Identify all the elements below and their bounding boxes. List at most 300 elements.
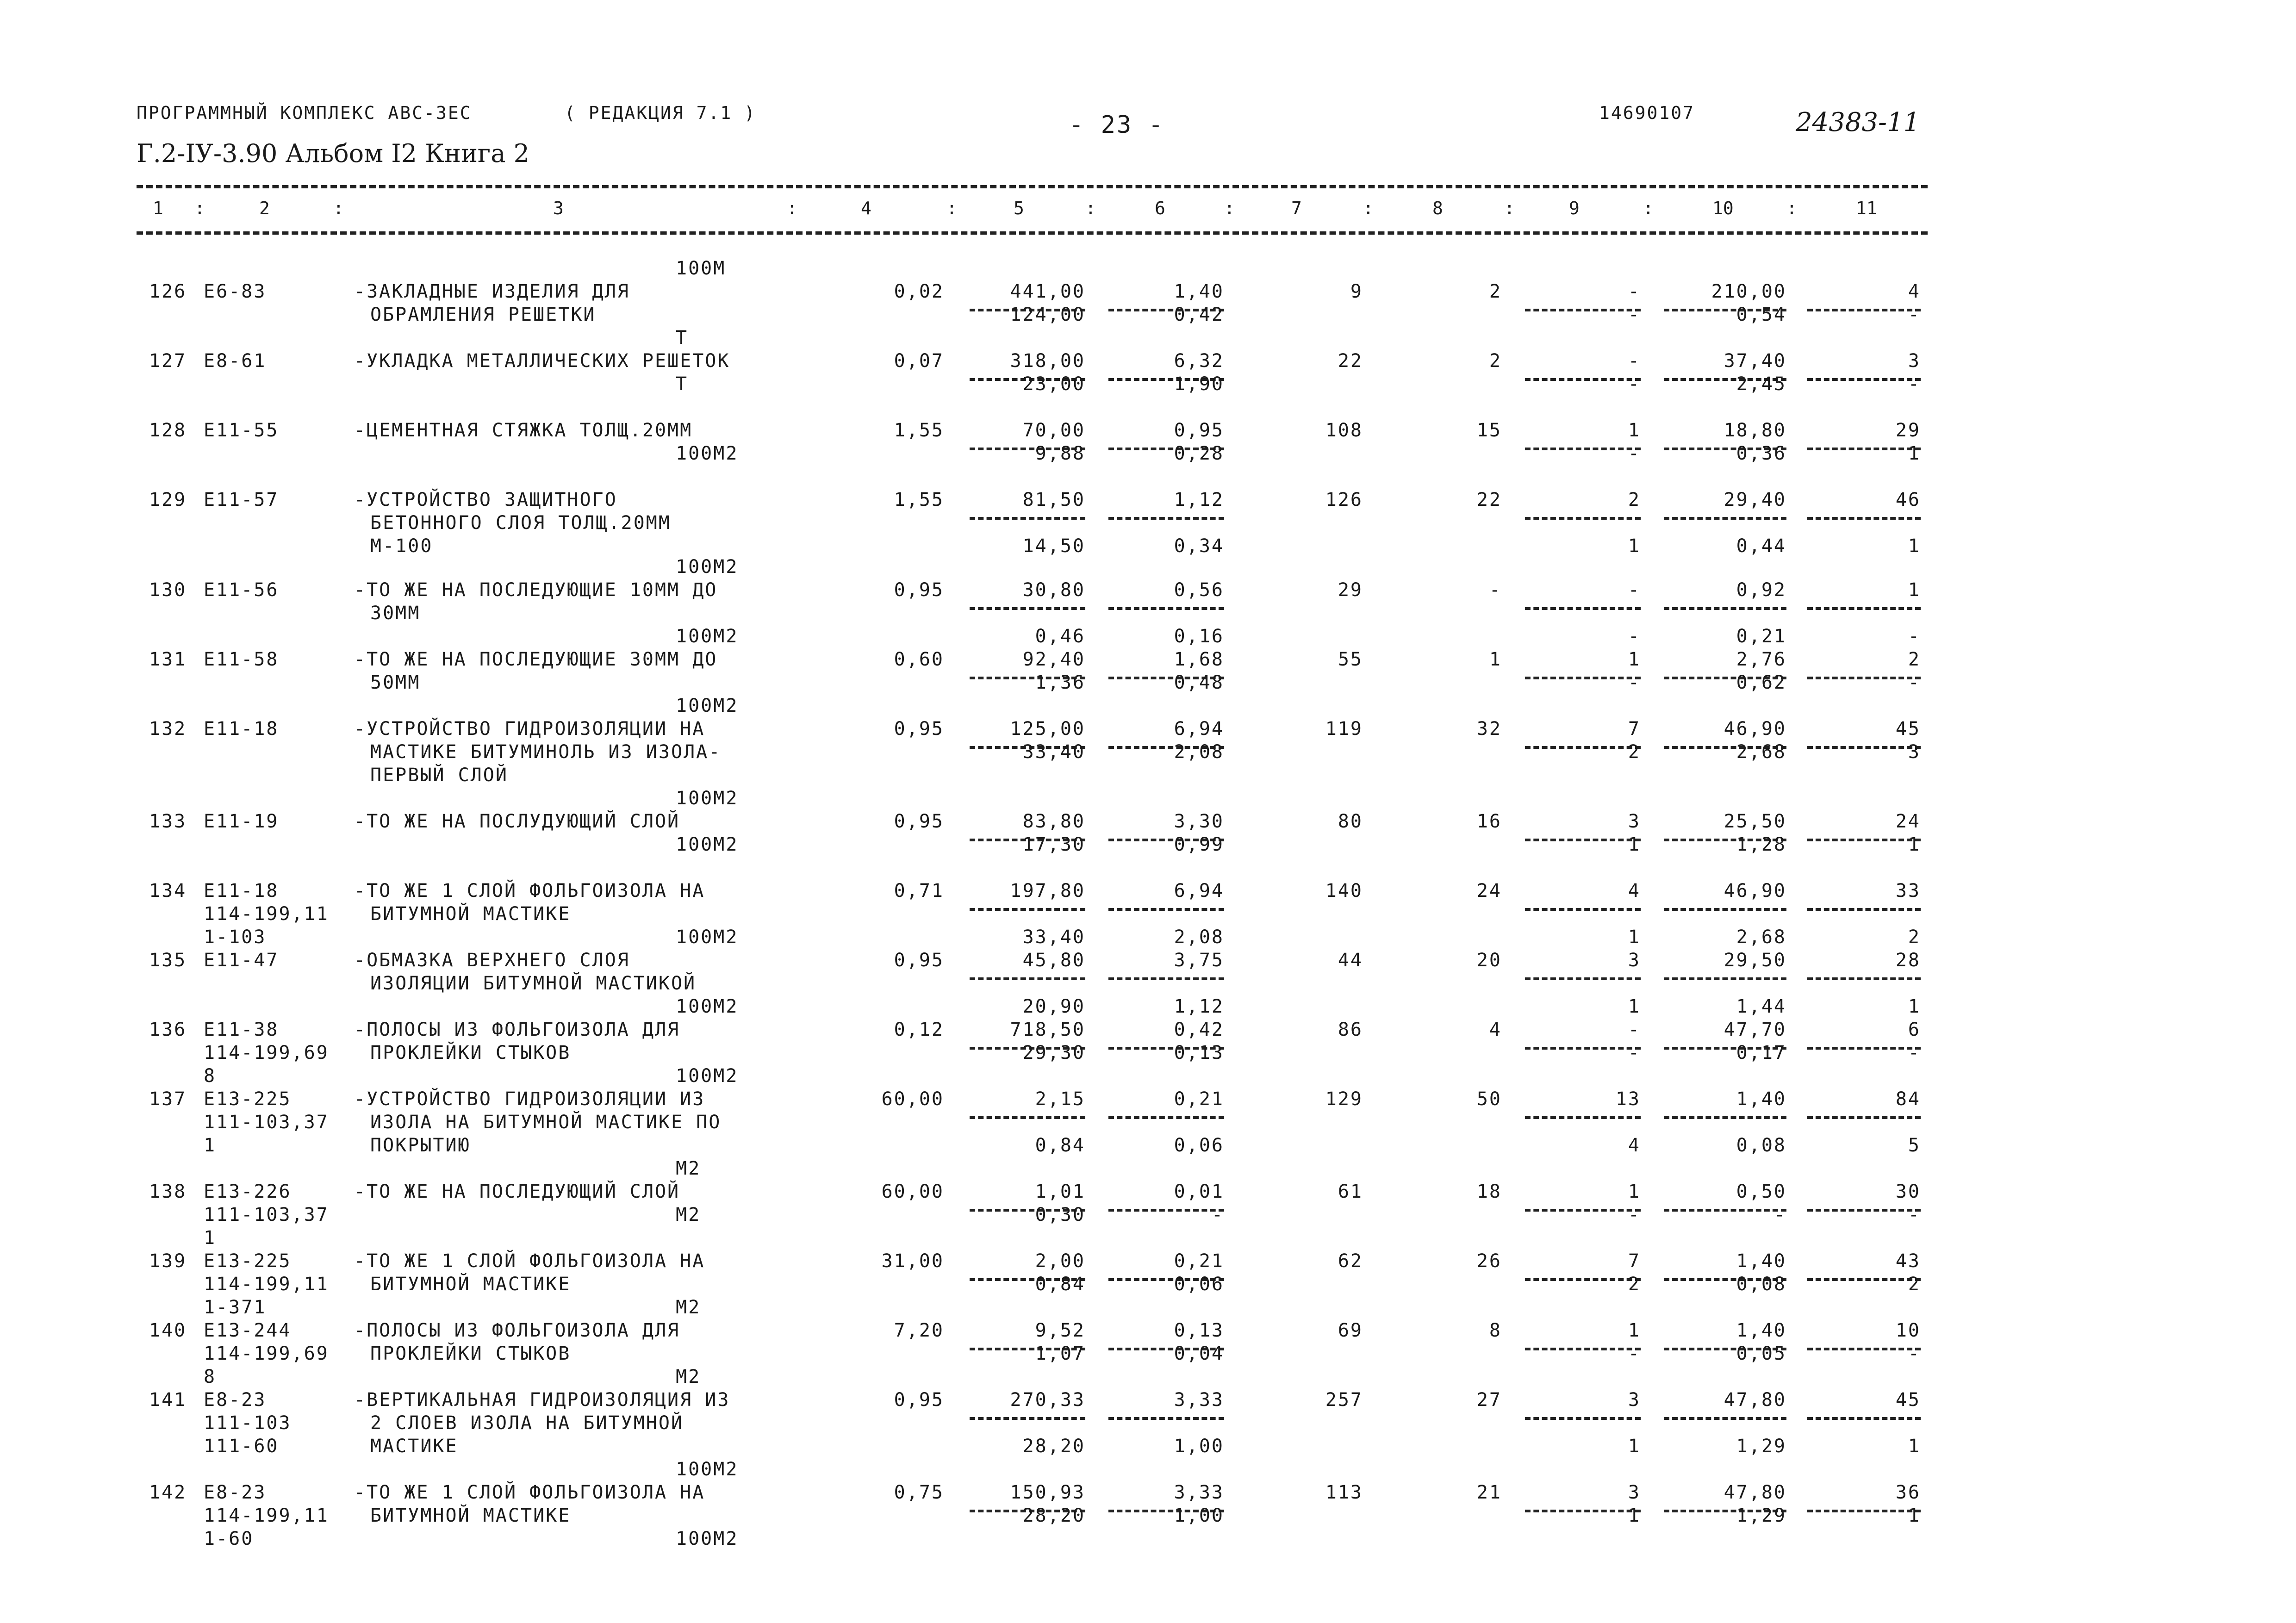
value-c9: 1 [1628, 1320, 1641, 1341]
column-header-1: 1 [153, 198, 163, 218]
row-number: 132 [149, 718, 187, 740]
norm-code: Е11-57 [204, 489, 279, 510]
value-c7: 113 [1325, 1482, 1363, 1503]
sub-value-c10: 2,45 [1736, 373, 1786, 395]
sub-value-c6: 0,04 [1174, 1343, 1224, 1364]
value-c5: 270,33 [1010, 1389, 1085, 1411]
sub-value-c6: 2,08 [1174, 741, 1224, 763]
sub-value-c6: 2,08 [1174, 927, 1224, 948]
column-header-5: 5 [1014, 198, 1024, 218]
value-c6: 6,32 [1174, 350, 1224, 372]
sub-value-c11: - [1908, 1204, 1921, 1225]
subtotal-rule [1525, 1417, 1641, 1420]
subtotal-rule [970, 607, 1085, 610]
value-c11: 1 [1908, 579, 1921, 601]
value-c7: 44 [1338, 950, 1363, 971]
value-c6: 0,42 [1174, 1019, 1224, 1040]
sub-value-c5: 33,40 [1022, 741, 1085, 763]
value-c4: 0,07 [894, 350, 944, 372]
value-c7: 140 [1325, 880, 1363, 902]
work-description: ОБРАМЛЕНИЯ РЕШЕТКИ [370, 304, 596, 325]
sub-value-c11: 3 [1908, 741, 1921, 763]
value-c7: 22 [1338, 350, 1363, 372]
value-c4: 1,55 [894, 420, 944, 441]
work-description: -ПОЛОСЫ ИЗ ФОЛЬГОИЗОЛА ДЛЯ [354, 1320, 680, 1341]
sub-value-c5: 0,46 [1035, 626, 1085, 647]
value-c9: - [1628, 579, 1641, 601]
column-separator: : [1224, 198, 1235, 218]
value-c8: 21 [1476, 1482, 1502, 1503]
norm-code: Е11-56 [204, 579, 279, 601]
sub-value-c5: 0,84 [1035, 1135, 1085, 1156]
value-c5: 92,40 [1022, 649, 1085, 670]
work-description: -ОБМАЗКА ВЕРХНЕГО СЛОЯ [354, 950, 630, 971]
work-description: 100М2 [676, 996, 739, 1017]
value-c6: 3,33 [1174, 1482, 1224, 1503]
sub-value-c9: - [1628, 1343, 1641, 1364]
work-description: -ТО ЖЕ НА ПОСЛУДУЮЩИЙ СЛОЙ [354, 811, 680, 832]
column-separator: : [1363, 198, 1374, 218]
column-header-8: 8 [1432, 198, 1443, 218]
work-description: ИЗОЛА НА БИТУМНОЙ МАСТИКЕ ПО [370, 1112, 722, 1133]
value-c9: 3 [1628, 1482, 1641, 1503]
work-description: -УСТРОЙСТВО ЗАЩИТНОГО [354, 489, 617, 510]
subtotal-rule [970, 1417, 1085, 1420]
sub-value-c10: 0,62 [1736, 672, 1786, 693]
sub-value-c9: 1 [1628, 927, 1641, 948]
value-c8: 2 [1489, 350, 1502, 372]
value-c10: 1,40 [1736, 1320, 1786, 1341]
value-c10: 25,50 [1724, 811, 1786, 832]
column-header-4: 4 [861, 198, 871, 218]
subtotal-rule [1525, 607, 1641, 610]
sub-value-c11: - [1908, 1343, 1921, 1364]
value-c4: 1,55 [894, 489, 944, 510]
norm-code: Е11-58 [204, 649, 279, 670]
value-c5: 81,50 [1022, 489, 1085, 510]
value-c8: 8 [1489, 1320, 1502, 1341]
work-description: 30ММ [370, 603, 421, 624]
sub-value-c11: 1 [1908, 996, 1921, 1017]
unit-label: Т [676, 327, 689, 348]
value-c9: 7 [1628, 1250, 1641, 1272]
norm-code: Е13-244 [204, 1320, 292, 1341]
sub-value-c6: 0,06 [1174, 1274, 1224, 1295]
sub-value-c5: 0,84 [1035, 1274, 1085, 1295]
norm-code: 114-199,11 [204, 903, 329, 925]
sub-value-c9: 1 [1628, 1505, 1641, 1526]
sub-value-c10: 1,28 [1736, 834, 1786, 855]
value-c9: 2 [1628, 489, 1641, 510]
work-description: -УСТРОЙСТВО ГИДРОИЗОЛЯЦИИ НА [354, 718, 705, 740]
sub-value-c9: - [1628, 1204, 1641, 1225]
row-number: 126 [149, 281, 187, 302]
value-c8: 32 [1476, 718, 1502, 740]
value-c4: 60,00 [881, 1181, 944, 1202]
sub-value-c6: 0,13 [1174, 1042, 1224, 1063]
work-description: М2 [676, 1204, 701, 1225]
page-number: - 23 - [1069, 111, 1164, 139]
norm-code: Е11-18 [204, 880, 279, 902]
norm-code: 111-103,37 [204, 1112, 329, 1133]
document-code: 14690107 [1599, 103, 1695, 123]
row-number: 128 [149, 420, 187, 441]
column-separator: : [333, 198, 344, 218]
work-description: ПРОКЛЕЙКИ СТЫКОВ [370, 1343, 571, 1364]
value-c4: 0,02 [894, 281, 944, 302]
sub-value-c10: 2,68 [1736, 741, 1786, 763]
work-description: -ЦЕМЕНТНАЯ СТЯЖКА ТОЛЩ.20ММ [354, 420, 693, 441]
column-header-9: 9 [1569, 198, 1580, 218]
value-c8: 16 [1476, 811, 1502, 832]
sub-value-c10: 0,36 [1736, 443, 1786, 464]
value-c6: 0,95 [1174, 420, 1224, 441]
column-separator: : [1786, 198, 1797, 218]
sub-value-c9: 1 [1628, 834, 1641, 855]
unit-label: 100М2 [676, 626, 739, 647]
sub-value-c11: 1 [1908, 1505, 1921, 1526]
sub-value-c10: 0,05 [1736, 1343, 1786, 1364]
value-c8: 15 [1476, 420, 1502, 441]
work-description: МАСТИКЕ БИТУМИНОЛЬ ИЗ ИЗОЛА- [370, 741, 722, 763]
sub-value-c9: 1 [1628, 1436, 1641, 1457]
value-c4: 0,60 [894, 649, 944, 670]
work-description: БИТУМНОЙ МАСТИКЕ [370, 1274, 571, 1295]
value-c4: 0,71 [894, 880, 944, 902]
sub-value-c11: - [1908, 373, 1921, 395]
value-c8: 2 [1489, 281, 1502, 302]
subtotal-rule [1525, 908, 1641, 911]
value-c6: 0,21 [1174, 1250, 1224, 1272]
value-c6: 6,94 [1174, 880, 1224, 902]
value-c7: 119 [1325, 718, 1363, 740]
sub-value-c5: 28,20 [1022, 1505, 1085, 1526]
sub-value-c10: 2,68 [1736, 927, 1786, 948]
value-c9: 3 [1628, 1389, 1641, 1411]
value-c5: 70,00 [1022, 420, 1085, 441]
value-c8: 20 [1476, 950, 1502, 971]
column-header-7: 7 [1291, 198, 1302, 218]
sub-value-c5: 9,88 [1035, 443, 1085, 464]
value-c9: 1 [1628, 420, 1641, 441]
subtotal-rule [1525, 1116, 1641, 1119]
sub-value-c6: 0,28 [1174, 443, 1224, 464]
column-header-6: 6 [1155, 198, 1165, 218]
work-description: 100М2 [676, 927, 739, 948]
header-rule-bottom [137, 231, 1928, 235]
value-c4: 60,00 [881, 1088, 944, 1110]
sub-value-c6: 0,16 [1174, 626, 1224, 647]
norm-code: 111-103 [204, 1412, 292, 1434]
work-description: М2 [676, 1366, 701, 1387]
sub-value-c11: - [1908, 626, 1921, 647]
row-number: 134 [149, 880, 187, 902]
row-number: 127 [149, 350, 187, 372]
sub-value-c10: 0,54 [1736, 304, 1786, 325]
value-c7: 129 [1325, 1088, 1363, 1110]
column-separator: : [194, 198, 205, 218]
sub-value-c11: 2 [1908, 927, 1921, 948]
value-c5: 83,80 [1022, 811, 1085, 832]
work-description: -ВЕРТИКАЛЬНАЯ ГИДРОИЗОЛЯЦИЯ ИЗ [354, 1389, 730, 1411]
work-description: -ТО ЖЕ НА ПОСЛЕДУЮЩИЙ СЛОЙ [354, 1181, 680, 1202]
value-c11: 46 [1895, 489, 1921, 510]
sub-value-c6: 1,12 [1174, 996, 1224, 1017]
edition-label: ( РЕДАКЦИЯ 7.1 ) [565, 103, 757, 123]
value-c6: 0,13 [1174, 1320, 1224, 1341]
norm-code: 1-103 [204, 927, 267, 948]
value-c10: 29,50 [1724, 950, 1786, 971]
row-number: 133 [149, 811, 187, 832]
value-c11: 33 [1895, 880, 1921, 902]
row-number: 131 [149, 649, 187, 670]
work-description: 100М2 [676, 443, 739, 464]
work-description: -ТО ЖЕ НА ПОСЛЕДУЮЩИЕ 30ММ ДО [354, 649, 718, 670]
column-separator: : [787, 198, 797, 218]
value-c5: 2,15 [1035, 1088, 1085, 1110]
document-subtitle: Г.2-IУ-3.90 Альбом I2 Книга 2 [137, 139, 529, 168]
row-number: 138 [149, 1181, 187, 1202]
sub-value-c9: 2 [1628, 1274, 1641, 1295]
value-c11: 29 [1895, 420, 1921, 441]
value-c9: 3 [1628, 950, 1641, 971]
sub-value-c5: 33,40 [1022, 927, 1085, 948]
value-c5: 441,00 [1010, 281, 1085, 302]
column-separator: : [1643, 198, 1654, 218]
sub-value-c11: 5 [1908, 1135, 1921, 1156]
value-c8: - [1489, 579, 1502, 601]
value-c7: 69 [1338, 1320, 1363, 1341]
value-c4: 0,95 [894, 1389, 944, 1411]
value-c11: 4 [1908, 281, 1921, 302]
column-header-2: 2 [259, 198, 270, 218]
norm-code: 111-103,37 [204, 1204, 329, 1225]
sub-value-c11: 1 [1908, 535, 1921, 557]
value-c6: 1,12 [1174, 489, 1224, 510]
value-c8: 1 [1489, 649, 1502, 670]
value-c11: 43 [1895, 1250, 1921, 1272]
value-c10: 2,76 [1736, 649, 1786, 670]
value-c6: 0,21 [1174, 1088, 1224, 1110]
work-description: -ЗАКЛАДНЫЕ ИЗДЕЛИЯ ДЛЯ [354, 281, 630, 302]
sub-value-c10: 0,21 [1736, 626, 1786, 647]
value-c10: 210,00 [1711, 281, 1786, 302]
work-description: 100М2 [676, 1065, 739, 1087]
sub-value-c9: - [1628, 373, 1641, 395]
unit-label: М2 [676, 1158, 701, 1179]
norm-code: 114-199,11 [204, 1274, 329, 1295]
value-c10: 0,50 [1736, 1181, 1786, 1202]
value-c5: 9,52 [1035, 1320, 1085, 1341]
subtotal-rule [1664, 908, 1786, 911]
value-c10: 46,90 [1724, 880, 1786, 902]
value-c7: 108 [1325, 420, 1363, 441]
sub-value-c6: 1,00 [1174, 1436, 1224, 1457]
sub-value-c6: 0,34 [1174, 535, 1224, 557]
sub-value-c5: 124,00 [1010, 304, 1085, 325]
subtotal-rule [970, 908, 1085, 911]
column-header-3: 3 [553, 198, 564, 218]
work-description: -УСТРОЙСТВО ГИДРОИЗОЛЯЦИИ ИЗ [354, 1088, 705, 1110]
subtotal-rule [1807, 1417, 1921, 1420]
row-number: 130 [149, 579, 187, 601]
value-c11: 36 [1895, 1482, 1921, 1503]
norm-code: 111-60 [204, 1436, 279, 1457]
subtotal-rule [1664, 1417, 1786, 1420]
value-c4: 7,20 [894, 1320, 944, 1341]
value-c5: 1,01 [1035, 1181, 1085, 1202]
subtotal-rule [1664, 607, 1786, 610]
value-c6: 3,30 [1174, 811, 1224, 832]
value-c4: 0,95 [894, 579, 944, 601]
row-number: 142 [149, 1482, 187, 1503]
sub-value-c9: 1 [1628, 996, 1641, 1017]
value-c7: 61 [1338, 1181, 1363, 1202]
value-c11: 24 [1895, 811, 1921, 832]
norm-code: Е11-55 [204, 420, 279, 441]
norm-code: 114-199,69 [204, 1042, 329, 1063]
value-c9: 4 [1628, 880, 1641, 902]
program-title: ПРОГРАММНЫЙ КОМПЛЕКС АВС-3ЕС [137, 103, 472, 123]
sub-value-c5: 1,07 [1035, 1343, 1085, 1364]
column-separator: : [1085, 198, 1096, 218]
norm-code: Е13-226 [204, 1181, 292, 1202]
value-c10: 0,92 [1736, 579, 1786, 601]
subtotal-rule [1807, 517, 1921, 520]
sub-value-c10: 0,08 [1736, 1135, 1786, 1156]
unit-label: 100М2 [676, 695, 739, 716]
subtotal-rule [1664, 517, 1786, 520]
column-header-10: 10 [1712, 198, 1734, 218]
work-description: Т [676, 373, 689, 395]
work-description: БИТУМНОЙ МАСТИКЕ [370, 903, 571, 925]
sub-value-c9: 1 [1628, 535, 1641, 557]
sub-value-c6: 0,48 [1174, 672, 1224, 693]
norm-code: 1 [204, 1227, 217, 1249]
sub-value-c10: 0,44 [1736, 535, 1786, 557]
row-number: 129 [149, 489, 187, 510]
sub-value-c5: 29,30 [1022, 1042, 1085, 1063]
value-c10: 18,80 [1724, 420, 1786, 441]
sub-value-c6: 0,42 [1174, 304, 1224, 325]
norm-code: Е6-83 [204, 281, 267, 302]
value-c4: 31,00 [881, 1250, 944, 1272]
work-description: 100М2 [676, 834, 739, 855]
value-c10: 47,80 [1724, 1389, 1786, 1411]
value-c4: 0,95 [894, 811, 944, 832]
work-description: -ТО ЖЕ 1 СЛОЙ ФОЛЬГОИЗОЛА НА [354, 1250, 705, 1272]
norm-code: 1-60 [204, 1528, 254, 1549]
value-c8: 4 [1489, 1019, 1502, 1040]
value-c9: 13 [1615, 1088, 1641, 1110]
work-description: ИЗОЛЯЦИИ БИТУМНОЙ МАСТИКОЙ [370, 973, 697, 994]
norm-code: Е11-19 [204, 811, 279, 832]
work-description: -УКЛАДКА МЕТАЛЛИЧЕСКИХ РЕШЕТОК [354, 350, 730, 372]
sub-value-c11: 1 [1908, 834, 1921, 855]
work-description: М-100 [370, 535, 433, 557]
row-number: 135 [149, 950, 187, 971]
subtotal-rule [1108, 517, 1224, 520]
row-number: 140 [149, 1320, 187, 1341]
value-c10: 1,40 [1736, 1250, 1786, 1272]
value-c4: 0,95 [894, 718, 944, 740]
value-c8: 50 [1476, 1088, 1502, 1110]
value-c9: - [1628, 350, 1641, 372]
value-c5: 718,50 [1010, 1019, 1085, 1040]
sub-value-c9: - [1628, 443, 1641, 464]
value-c6: 0,56 [1174, 579, 1224, 601]
sub-value-c5: 14,50 [1022, 535, 1085, 557]
work-description: -ТО ЖЕ НА ПОСЛЕДУЮЩИЕ 10ММ ДО [354, 579, 718, 601]
value-c7: 80 [1338, 811, 1363, 832]
value-c10: 29,40 [1724, 489, 1786, 510]
subtotal-rule [1807, 607, 1921, 610]
sub-value-c5: 23,00 [1022, 373, 1085, 395]
sub-value-c9: - [1628, 304, 1641, 325]
subtotal-rule [1664, 1116, 1786, 1119]
work-description: 50ММ [370, 672, 421, 693]
work-description: МАСТИКЕ [370, 1436, 458, 1457]
sub-value-c9: - [1628, 626, 1641, 647]
work-description: -ТО ЖЕ 1 СЛОЙ ФОЛЬГОИЗОЛА НА [354, 880, 705, 902]
value-c9: - [1628, 281, 1641, 302]
work-description: М2 [676, 1297, 701, 1318]
sub-value-c10: 1,29 [1736, 1436, 1786, 1457]
sub-value-c6: 1,00 [1174, 1505, 1224, 1526]
value-c5: 150,93 [1010, 1482, 1085, 1503]
subtotal-rule [970, 1116, 1085, 1119]
handwritten-number: 24383-11 [1796, 107, 1920, 137]
work-description: ПОКРЫТИЮ [370, 1135, 471, 1156]
value-c10: 37,40 [1724, 350, 1786, 372]
sub-value-c6: 0,99 [1174, 834, 1224, 855]
value-c11: 45 [1895, 718, 1921, 740]
value-c8: 18 [1476, 1181, 1502, 1202]
value-c11: 84 [1895, 1088, 1921, 1110]
value-c6: 1,40 [1174, 281, 1224, 302]
norm-code: Е11-18 [204, 718, 279, 740]
sub-value-c9: - [1628, 672, 1641, 693]
sub-value-c5: 1,36 [1035, 672, 1085, 693]
value-c11: 28 [1895, 950, 1921, 971]
value-c9: 1 [1628, 1181, 1641, 1202]
value-c11: 45 [1895, 1389, 1921, 1411]
norm-code: Е8-23 [204, 1482, 267, 1503]
subtotal-rule [1807, 908, 1921, 911]
unit-label: 100М2 [676, 556, 739, 578]
subtotal-rule [1664, 977, 1786, 980]
sub-value-c5: 0,30 [1035, 1204, 1085, 1225]
value-c10: 46,90 [1724, 718, 1786, 740]
value-c7: 62 [1338, 1250, 1363, 1272]
subtotal-rule [1525, 517, 1641, 520]
subtotal-rule [1525, 977, 1641, 980]
sub-value-c11: 1 [1908, 1436, 1921, 1457]
sub-value-c10: - [1773, 1204, 1786, 1225]
value-c7: 126 [1325, 489, 1363, 510]
value-c6: 3,33 [1174, 1389, 1224, 1411]
value-c4: 0,95 [894, 950, 944, 971]
value-c7: 29 [1338, 579, 1363, 601]
value-c10: 1,40 [1736, 1088, 1786, 1110]
value-c6: 6,94 [1174, 718, 1224, 740]
norm-code: 114-199,11 [204, 1505, 329, 1526]
sub-value-c11: - [1908, 304, 1921, 325]
work-description: -ПОЛОСЫ ИЗ ФОЛЬГОИЗОЛА ДЛЯ [354, 1019, 680, 1040]
norm-code: 114-199,69 [204, 1343, 329, 1364]
value-c8: 24 [1476, 880, 1502, 902]
header-rule-top [137, 185, 1928, 188]
